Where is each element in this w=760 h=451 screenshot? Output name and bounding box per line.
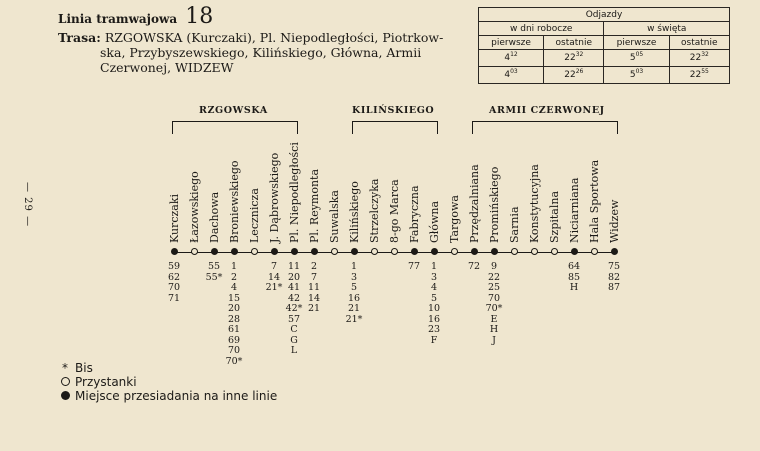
line-number: 4 — [230, 282, 238, 293]
stop-circle-icon — [511, 248, 518, 255]
line-number: 70 — [487, 292, 501, 304]
line-number: 14 — [267, 271, 281, 283]
stop-name: Przędzalniana — [468, 164, 481, 243]
line-number: 87 — [607, 282, 621, 293]
line-number: 9 — [490, 261, 498, 272]
stop-circle-icon — [591, 248, 598, 255]
line-number: 59 — [167, 261, 181, 272]
line-number: 21* — [265, 282, 283, 293]
connecting-lines — [203, 262, 225, 283]
line-number: 1 — [230, 261, 238, 272]
stop-circle-icon — [451, 248, 458, 255]
line-number: E — [490, 313, 498, 325]
transfer-dot-icon — [471, 248, 478, 255]
stop-circle-icon — [331, 248, 338, 255]
transfer-dot-icon — [211, 248, 218, 255]
time-cell: $4^{12}$ — [479, 50, 544, 67]
stop-circle-icon — [191, 248, 198, 255]
stop-name: Fabryczna — [408, 185, 421, 243]
line-number: 82 — [607, 271, 621, 283]
stop-name: Dachowa — [208, 191, 221, 243]
stop-name: Sarnia — [508, 206, 521, 243]
stop-name: 8-go Marca — [388, 179, 401, 243]
legend-item-bis — [58, 361, 277, 375]
stop-name: Hala Sportowa — [588, 159, 601, 243]
line-number: C — [290, 324, 298, 335]
transfer-dot-icon — [271, 248, 278, 255]
line-number: 41 — [287, 282, 301, 293]
line-number: 5 — [430, 292, 438, 304]
stop-name: Pl. Reymonta — [308, 168, 321, 243]
line-number: 22 — [487, 271, 501, 283]
line-number: 69 — [227, 334, 241, 346]
stop-name: Strzelczyka — [368, 178, 381, 243]
time-cell: $5^{03}$ — [604, 67, 669, 84]
group-holidays: w święta — [604, 22, 730, 36]
line-number: 70* — [485, 303, 503, 314]
line-number: 16 — [347, 292, 361, 304]
line-number: 61 — [227, 324, 241, 335]
legend-item-stops — [58, 375, 277, 389]
line-number: 77 — [407, 261, 421, 272]
column-header: pierwsze — [604, 36, 669, 50]
group-weekdays: w dni robocze — [479, 22, 604, 36]
connecting-lines — [263, 262, 285, 294]
transfer-dot-icon — [291, 248, 298, 255]
transfer-dot-icon — [311, 248, 318, 255]
stop-name: Szpitalna — [548, 190, 561, 243]
time-cell: $4^{03}$ — [479, 67, 544, 84]
legend-item-transfer — [58, 389, 277, 403]
line-number: 14 — [307, 292, 321, 304]
connecting-lines — [283, 262, 305, 357]
time-cell: $22^{32}$ — [544, 50, 604, 67]
stop-circle-icon — [251, 248, 258, 255]
page-number: — 29 — — [22, 182, 33, 228]
stop-name: Targowa — [448, 195, 461, 243]
connecting-lines — [483, 262, 505, 346]
line-number: 20 — [227, 303, 241, 314]
stop-name: Pl. Niepodległości — [288, 142, 301, 243]
legend — [58, 361, 277, 403]
transfer-dot-icon — [431, 248, 438, 255]
transfer-dot-icon — [411, 248, 418, 255]
line-number: 15 — [227, 292, 241, 304]
stop-name: Niciarniana — [568, 177, 581, 243]
line-number: G — [290, 334, 298, 346]
connecting-lines — [163, 262, 185, 304]
stop-name: Kurczaki — [168, 193, 181, 243]
line-number: 4 — [430, 282, 438, 293]
time-cell: $5^{05}$ — [604, 50, 669, 67]
line-number: 3 — [350, 271, 358, 283]
line-number: 7 — [310, 271, 318, 283]
section-label-armii-czerwonej: ARMII CZERWONEJ — [489, 105, 605, 116]
line-number: 2 — [310, 261, 318, 272]
line-label: Linia tramwajowa — [58, 12, 178, 26]
connecting-lines — [463, 262, 485, 273]
time-cell: $22^{32}$ — [669, 50, 729, 67]
connecting-lines — [343, 262, 365, 325]
connecting-lines — [223, 262, 245, 367]
line-number: 10 — [427, 303, 441, 314]
legend-label: Bis — [75, 361, 93, 375]
stop-circle-icon — [391, 248, 398, 255]
connecting-lines — [423, 262, 445, 346]
line-number: 62 — [167, 271, 181, 283]
line-number: 42* — [285, 303, 303, 314]
line-title — [58, 4, 213, 29]
line-number: 11 — [287, 261, 301, 272]
line-number: 25 — [487, 282, 501, 293]
line-number: 42 — [287, 292, 301, 304]
line-number: 72 — [467, 261, 481, 272]
line-number: 23 — [427, 324, 441, 335]
stop-name: Konstytucyjna — [528, 164, 541, 243]
line-number: 16 — [427, 313, 441, 325]
line-number: 21* — [345, 313, 363, 325]
open-circle-icon — [61, 377, 70, 386]
stop-name: Kilińskiego — [348, 181, 361, 243]
connecting-lines — [563, 262, 585, 294]
line-number: 75 — [607, 261, 621, 272]
transfer-dot-icon — [571, 248, 578, 255]
line-number: L — [290, 345, 298, 356]
transfer-dot-icon — [171, 248, 178, 255]
line-number: 64 — [567, 261, 581, 272]
transfer-dot-icon — [231, 248, 238, 255]
column-header: ostatnie — [669, 36, 729, 50]
line-number: H — [569, 282, 579, 293]
line-number: 1 — [430, 261, 438, 272]
stop-circle-icon — [531, 248, 538, 255]
time-cell: $22^{26}$ — [544, 67, 604, 84]
section-label-kilinskiego: KILIŃSKIEGO — [352, 105, 435, 116]
connecting-lines — [403, 262, 425, 273]
filled-circle-icon — [61, 391, 70, 400]
line-number: F — [430, 334, 438, 346]
line-number: 71 — [167, 292, 181, 304]
stop-circle-icon — [551, 248, 558, 255]
route-line-3: Czerwonej, WIDZEW — [100, 60, 234, 75]
column-header: ostatnie — [544, 36, 604, 50]
departures-title: Odjazdy — [479, 8, 730, 22]
transfer-dot-icon — [351, 248, 358, 255]
line-number: 28 — [227, 313, 241, 325]
line-number: 70 — [227, 345, 241, 356]
line-number: 2 — [230, 271, 238, 283]
section-label-rzgowska: RZGOWSKA — [199, 105, 268, 116]
route-label: Trasa: — [58, 30, 101, 45]
time-cell: $22^{55}$ — [669, 67, 729, 84]
stop-name: Łazowskiego — [188, 171, 201, 243]
line-number: 70 — [167, 282, 181, 293]
line-number: 55 — [207, 261, 221, 272]
stop-name: Lecznicza — [248, 188, 261, 243]
line-number: 3 — [430, 271, 438, 283]
transfer-dot-icon — [491, 248, 498, 255]
route-line-2: ska, Przybyszewskiego, Kilińskiego, Główna, Armii — [100, 45, 422, 60]
legend-label: Przystanki — [75, 375, 137, 389]
stop-name: Główna — [428, 200, 441, 243]
line-number: 20 — [287, 271, 301, 283]
line-number: H — [489, 324, 499, 335]
stop-circle-icon — [371, 248, 378, 255]
stop-name: Suwalska — [328, 190, 341, 243]
connecting-lines — [603, 262, 625, 294]
stop-name: Promińskiego — [488, 166, 501, 243]
line-number: 11 — [307, 282, 321, 293]
column-header: pierwsze — [479, 36, 544, 50]
line-number: J — [492, 334, 496, 346]
asterisk-icon: * — [62, 361, 68, 375]
line-number: 70* — [225, 355, 243, 367]
stop-name: Broniewskiego — [228, 160, 241, 243]
legend-label: Miejsce przesiadania na inne linie — [75, 389, 278, 403]
stop-name: J. Dąbrowskiego — [268, 152, 281, 243]
route-line-1: RZGOWSKA (Kurczaki), Pl. Niepodległości, Piotrkow- — [104, 30, 444, 45]
line-number: 57 — [287, 313, 301, 325]
line-number: 55* — [205, 271, 223, 283]
line-number: 85 — [567, 271, 581, 283]
line-number: 18 — [185, 4, 214, 29]
line-number: 21 — [347, 303, 361, 314]
stop-name: Widzew — [608, 199, 621, 243]
transfer-dot-icon — [611, 248, 618, 255]
line-number: 7 — [270, 261, 278, 272]
line-number: 1 — [350, 261, 358, 272]
line-number: 21 — [307, 303, 321, 314]
connecting-lines — [303, 262, 325, 315]
line-number: 5 — [350, 282, 358, 293]
